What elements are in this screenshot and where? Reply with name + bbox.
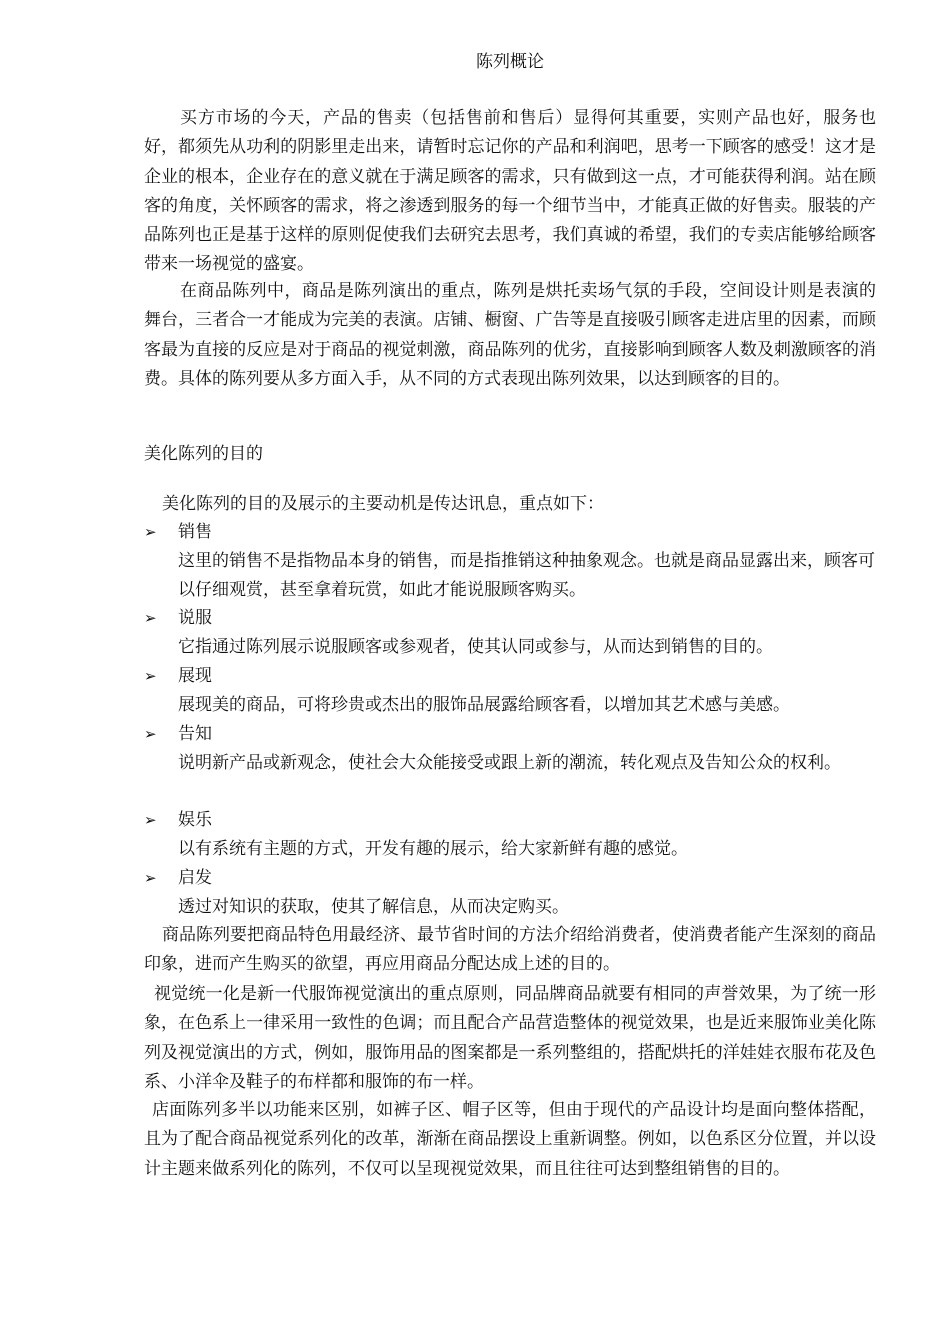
page-title: 陈列概论 <box>476 52 544 72</box>
bullet-label: 告知 <box>178 724 212 744</box>
bullet-item-display <box>144 662 212 690</box>
closing-paragraph-3: 店面陈列多半以功能来区别，如裤子区、帽子区等，但由于现代的产品设计均是面向整体搭配，且为了配合商品视觉系列化的改革，渐渐在商品摆设上重新调整。例如，以色系区分位置，并以设计主题来做系列化的陈列，不仅可以呈现视觉效果，而且往往可达到整组销售的目的。 <box>144 1100 876 1179</box>
bullet-description: 这里的销售不是指物品本身的销售，而是指推销这种抽象观念。也就是商品显露出来，顾客可以仔细观赏，甚至拿着玩赏，如此才能说服顾客购买。 <box>178 551 875 601</box>
bullet-description: 以有系统有主题的方式，开发有趣的展示，给大家新鲜有趣的感觉。 <box>178 839 688 859</box>
arrow-bullet-icon: ➢ <box>144 609 157 627</box>
closing-paragraph-1: 商品陈列要把商品特色用最经济、最节省时间的方法介绍给消费者，使消费者能产生深刻的商品印象，进而产生购买的欲望，再应用商品分配达成上述的目的。 <box>144 925 876 975</box>
bullet-description: 它指通过陈列展示说服顾客或参观者，使其认同或参与，从而达到销售的目的。 <box>178 637 773 657</box>
bullet-description: 说明新产品或新观念，使社会大众能接受或跟上新的潮流，转化观点及告知公众的权利。 <box>178 753 841 773</box>
section-lead: 美化陈列的目的及展示的主要动机是传达讯息，重点如下： <box>162 494 604 514</box>
intro-paragraph-1: 买方市场的今天，产品的售卖（包括售前和售后）显得何其重要，实则产品也好，服务也好，都须先从功利的阴影里走出来，请暂时忘记你的产品和利润吧，思考一下顾客的感受！这才是企业的根本，企业存在的意义就在于满足顾客的需求，只有做到这一点，才可能获得利润。站在顾客的角度，关怀顾客的需求，将之渗透到服务的每一个细节当中，才能真正做的好售卖。服装的产品陈列也正是基于这样的原则促使我们去研究去思考，我们真诚的希望，我们的专卖店能够给顾客带来一场视觉的盛宴。 <box>144 108 876 275</box>
section-heading: 美化陈列的目的 <box>144 444 263 464</box>
bullet-item-inform <box>144 720 212 748</box>
bullet-label: 展现 <box>178 666 212 686</box>
bullet-item-inspire <box>144 864 212 892</box>
bullet-description: 透过对知识的获取，使其了解信息，从而决定购买。 <box>178 897 569 917</box>
bullet-item-sales <box>144 518 212 546</box>
bullet-item-entertain <box>144 806 212 834</box>
closing-paragraph-2: 视觉统一化是新一代服饰视觉演出的重点原则，同品牌商品就要有相同的声誉效果，为了统一形象，在色系上一律采用一致性的色调；而且配合产品营造整体的视觉效果，也是近来服饰业美化陈列及视觉演出的方式，例如，服饰用品的图案都是一系列整组的，搭配烘托的洋娃娃衣服布花及色系、小洋伞及鞋子的布样都和服饰的布一样。 <box>144 984 876 1092</box>
arrow-bullet-icon: ➢ <box>144 869 157 887</box>
arrow-bullet-icon: ➢ <box>144 725 157 743</box>
arrow-bullet-icon: ➢ <box>144 811 157 829</box>
bullet-label: 销售 <box>178 522 212 542</box>
arrow-bullet-icon: ➢ <box>144 667 157 685</box>
bullet-label: 说服 <box>178 608 212 628</box>
arrow-bullet-icon: ➢ <box>144 523 157 541</box>
bullet-label: 娱乐 <box>178 810 212 830</box>
intro-paragraph-2: 在商品陈列中，商品是陈列演出的重点，陈列是烘托卖场气氛的手段，空间设计则是表演的舞台，三者合一才能成为完美的表演。店铺、橱窗、广告等是直接吸引顾客走进店里的因素，而顾客最为直接的反应是对于商品的视觉刺激，商品陈列的优劣，直接影响到顾客人数及刺激顾客的消费。具体的陈列要从多方面入手，从不同的方式表现出陈列效果，以达到顾客的目的。 <box>144 281 876 389</box>
bullet-item-persuade <box>144 604 212 632</box>
bullet-description: 展现美的商品，可将珍贵或杰出的服饰品展露给顾客看，以增加其艺术感与美感。 <box>178 695 790 715</box>
bullet-label: 启发 <box>178 868 212 888</box>
